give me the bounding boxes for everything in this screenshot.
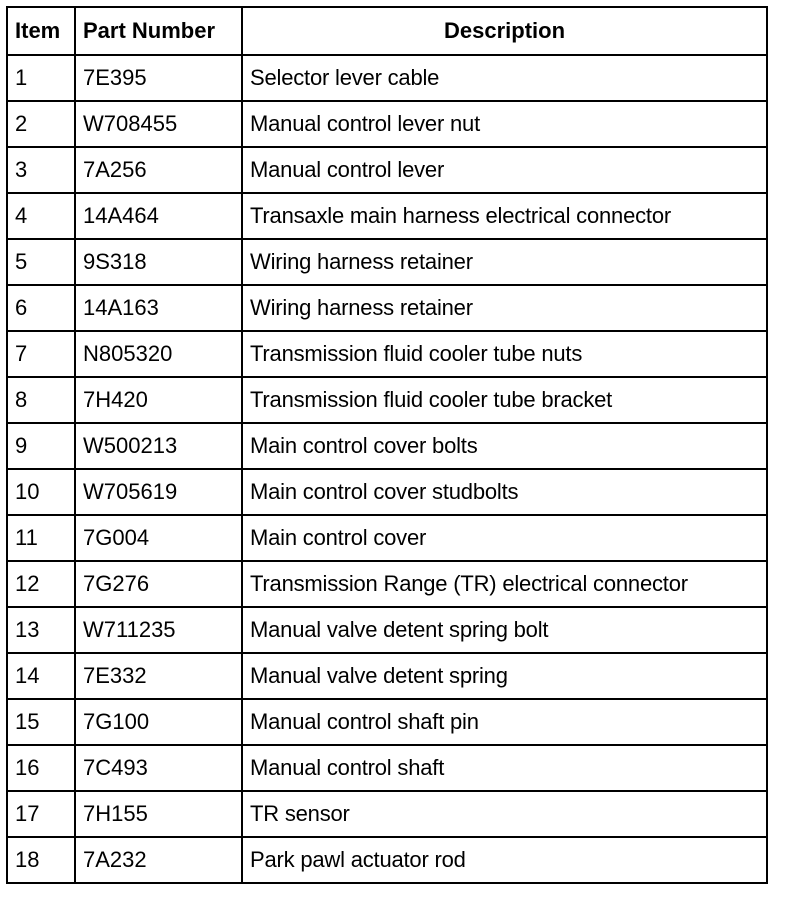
part-number-cell: 7A232 [75,837,242,883]
table-row [7,101,767,147]
item-cell: 17 [7,791,75,837]
table-row [7,745,767,791]
column-header-description: Description [242,7,767,55]
description-cell: Main control cover bolts [242,423,767,469]
item-cell: 6 [7,285,75,331]
item-cell: 12 [7,561,75,607]
column-header-part-number: Part Number [75,7,242,55]
part-number-cell: 7G276 [75,561,242,607]
part-number-cell: 7E395 [75,55,242,101]
description-cell: Manual control lever nut [242,101,767,147]
part-number-cell: 9S318 [75,239,242,285]
part-number-cell: 7E332 [75,653,242,699]
table-row [7,285,767,331]
part-number-cell: 7H420 [75,377,242,423]
parts-table-container [6,6,766,884]
item-cell: 5 [7,239,75,285]
description-cell: Transmission fluid cooler tube bracket [242,377,767,423]
part-number-cell: 7H155 [75,791,242,837]
table-row [7,193,767,239]
parts-table [6,6,768,884]
description-cell: Manual control shaft pin [242,699,767,745]
description-cell: Selector lever cable [242,55,767,101]
table-row [7,147,767,193]
table-row [7,791,767,837]
part-number-cell: W500213 [75,423,242,469]
table-row [7,55,767,101]
part-number-cell: 14A163 [75,285,242,331]
description-cell: Manual control lever [242,147,767,193]
item-cell: 4 [7,193,75,239]
item-cell: 13 [7,607,75,653]
description-cell: Transmission Range (TR) electrical connector [242,561,767,607]
table-row [7,423,767,469]
item-cell: 9 [7,423,75,469]
item-cell: 18 [7,837,75,883]
description-cell: Manual valve detent spring [242,653,767,699]
table-row [7,331,767,377]
item-cell: 14 [7,653,75,699]
column-header-item: Item [7,7,75,55]
part-number-cell: W711235 [75,607,242,653]
description-cell: Transaxle main harness electrical connector [242,193,767,239]
description-cell: TR sensor [242,791,767,837]
table-row [7,469,767,515]
item-cell: 1 [7,55,75,101]
part-number-cell: 7A256 [75,147,242,193]
part-number-cell: 7G100 [75,699,242,745]
item-cell: 8 [7,377,75,423]
description-cell: Main control cover [242,515,767,561]
description-cell: Main control cover studbolts [242,469,767,515]
description-cell: Transmission fluid cooler tube nuts [242,331,767,377]
table-row [7,837,767,883]
table-row [7,377,767,423]
part-number-cell: W705619 [75,469,242,515]
part-number-cell: N805320 [75,331,242,377]
item-cell: 7 [7,331,75,377]
item-cell: 16 [7,745,75,791]
table-row [7,561,767,607]
table-row [7,239,767,285]
table-row [7,653,767,699]
part-number-cell: 14A464 [75,193,242,239]
description-cell: Wiring harness retainer [242,239,767,285]
item-cell: 3 [7,147,75,193]
description-cell: Wiring harness retainer [242,285,767,331]
description-cell: Manual control shaft [242,745,767,791]
description-cell: Manual valve detent spring bolt [242,607,767,653]
table-row [7,607,767,653]
item-cell: 11 [7,515,75,561]
table-row [7,699,767,745]
part-number-cell: 7C493 [75,745,242,791]
table-header-row [7,7,767,55]
item-cell: 10 [7,469,75,515]
item-cell: 15 [7,699,75,745]
table-row [7,515,767,561]
part-number-cell: 7G004 [75,515,242,561]
item-cell: 2 [7,101,75,147]
description-cell: Park pawl actuator rod [242,837,767,883]
part-number-cell: W708455 [75,101,242,147]
